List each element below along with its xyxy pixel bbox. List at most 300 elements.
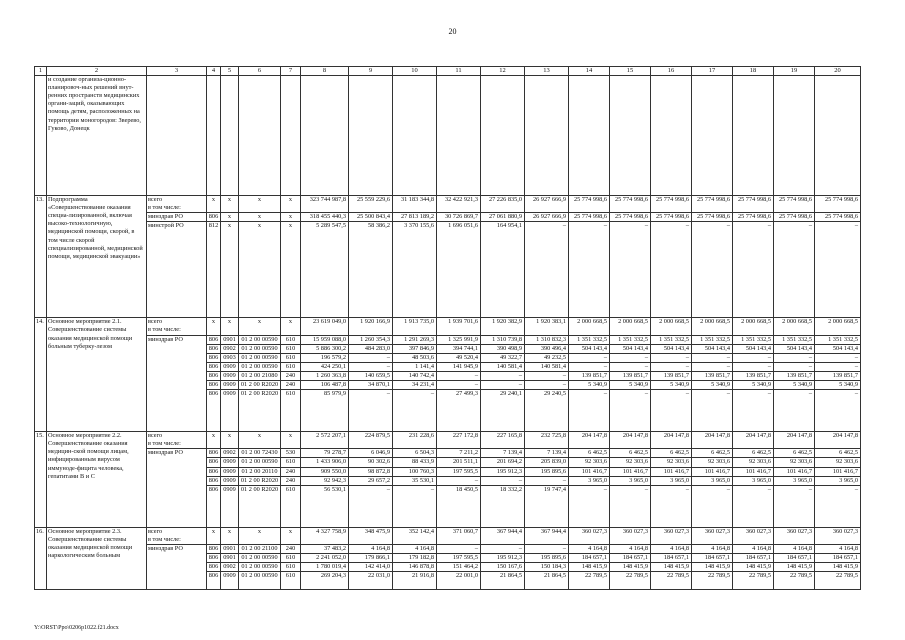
executor-cell: [147, 213, 207, 222]
amount-cell: 484 283,0: [349, 344, 393, 353]
amount-cell: 6 462,5: [692, 449, 733, 458]
amount-cell: 204 147,8: [569, 432, 610, 449]
amount-cell: 92 303,6: [774, 458, 815, 467]
executor-cell: [147, 432, 207, 449]
amount-cell: 360 027,3: [815, 527, 861, 544]
amount-cell: –: [692, 390, 733, 432]
amount-cell: 98 872,8: [349, 467, 393, 476]
table-row: [35, 449, 861, 458]
amount-cell: 58 386,2: [349, 222, 393, 318]
column-header-17: 17: [692, 67, 733, 76]
amount-cell: –: [651, 485, 692, 527]
amount-cell: 390 498,9: [481, 344, 525, 353]
amount-cell: 21 916,8: [393, 572, 437, 590]
amount-cell: 1 920 382,9: [481, 318, 525, 335]
code-cell-c: 01 2 00 72430: [239, 449, 281, 458]
amount-cell: 2 000 668,5: [692, 318, 733, 335]
amount-cell: 6 462,5: [815, 449, 861, 458]
amount-cell: 25 500 843,4: [349, 213, 393, 222]
amount-cell: 6 504,3: [393, 449, 437, 458]
code-cell-r: x: [221, 527, 239, 544]
amount-cell: 3 965,0: [692, 476, 733, 485]
amount-cell: 184 657,1: [774, 553, 815, 562]
amount-cell: 1 696 051,6: [437, 222, 481, 318]
amount-cell: 6 462,5: [569, 449, 610, 458]
amount-cell: 204 147,8: [692, 432, 733, 449]
table-row: [35, 344, 861, 353]
code-cell-r: 0909: [221, 371, 239, 380]
amount-cell: 92 303,6: [651, 458, 692, 467]
amount-cell: 4 327 758,9: [301, 527, 349, 544]
code-cell-g: 806: [207, 381, 221, 390]
amount-cell: –: [815, 353, 861, 362]
amount-cell: 25 774 998,6: [815, 196, 861, 213]
code-cell-r: 0902: [221, 344, 239, 353]
amount-cell: 4 164,8: [651, 544, 692, 553]
amount-cell: 25 774 998,6: [651, 213, 692, 222]
amount-cell: 4 164,8: [733, 544, 774, 553]
amount-cell: 25 774 998,6: [692, 213, 733, 222]
table-row: [35, 563, 861, 572]
table-row: [35, 335, 861, 344]
amount-cell: 21 864,5: [481, 572, 525, 590]
amount-cell: 504 143,4: [692, 344, 733, 353]
column-header-8: 8: [301, 67, 349, 76]
amount-cell: 56 530,1: [301, 485, 349, 527]
amount-cell: 5 340,9: [569, 381, 610, 390]
program-name-cell: и создание организа-ционно-планировоч-ных решений внут-ренних пространств медицинских органи-заций, оказывающих помощь детям, расположенных на территории моногородов: Зверево, Гуково, Донецк: [47, 76, 147, 196]
code-cell-g: 806: [207, 344, 221, 353]
amount-cell: 360 027,3: [774, 527, 815, 544]
amount-cell: 21 864,5: [525, 572, 569, 590]
executor-cell: [147, 318, 207, 335]
amount-cell: 2 000 668,5: [569, 318, 610, 335]
amount-cell: 148 415,9: [651, 563, 692, 572]
amount-cell: –: [349, 390, 393, 432]
amount-cell: 3 965,0: [774, 476, 815, 485]
amount-cell: 204 147,8: [651, 432, 692, 449]
code-cell-c: 01 2 00 00590: [239, 335, 281, 344]
amount-cell: 360 027,3: [610, 527, 651, 544]
executor-sublabel: в том числе:: [148, 204, 181, 212]
amount-cell: –: [525, 476, 569, 485]
code-cell-v: 610: [281, 353, 301, 362]
amount-cell: 1 325 991,9: [437, 335, 481, 344]
amount-cell: 23 619 049,0: [301, 318, 349, 335]
row-number-cell: 14.: [35, 318, 47, 432]
code-cell-c: x: [239, 318, 281, 335]
amount-cell: 101 416,7: [569, 467, 610, 476]
amount-cell: 6 046,9: [349, 449, 393, 458]
amount-cell: 18 332,2: [481, 485, 525, 527]
amount-cell: 92 303,6: [692, 458, 733, 467]
amount-cell: 151 464,2: [437, 563, 481, 572]
table-row: [35, 553, 861, 562]
amount-cell: 3 965,0: [733, 476, 774, 485]
amount-cell: 5 340,9: [733, 381, 774, 390]
amount-cell: 6 462,5: [733, 449, 774, 458]
table-header-row: [35, 67, 861, 76]
amount-cell: 390 496,4: [525, 344, 569, 353]
column-header-4: 4: [207, 67, 221, 76]
table-row: [35, 196, 861, 213]
amount-cell: –: [733, 222, 774, 318]
amount-cell: 148 415,9: [569, 563, 610, 572]
amount-cell: 227 165,8: [481, 432, 525, 449]
amount-cell: –: [525, 371, 569, 380]
amount-cell: 141 945,9: [437, 362, 481, 371]
amount-cell: 197 595,5: [437, 467, 481, 476]
amount-cell: 35 530,1: [393, 476, 437, 485]
amount-cell: 3 965,0: [610, 476, 651, 485]
amount-cell: –: [569, 485, 610, 527]
code-cell-r: x: [221, 213, 239, 222]
code-cell-c: 01 2 00 20110: [239, 467, 281, 476]
code-cell-c: 01 2 00 R2020: [239, 485, 281, 527]
amount-cell: 204 147,8: [815, 432, 861, 449]
executor-cell: [147, 544, 207, 553]
table-row: [35, 467, 861, 476]
amount-cell: 1 920 166,9: [349, 318, 393, 335]
amount-cell: 504 143,4: [815, 344, 861, 353]
column-header-5: 5: [221, 67, 239, 76]
amount-cell: 1 260 363,8: [301, 371, 349, 380]
code-cell-v: x: [281, 196, 301, 213]
amount-cell: 504 143,4: [733, 344, 774, 353]
amount-cell: –: [525, 544, 569, 553]
amount-cell: 140 742,4: [393, 371, 437, 380]
code-cell-r: 0909: [221, 467, 239, 476]
executor-cell: [147, 476, 207, 485]
amount-cell: 79 278,7: [301, 449, 349, 458]
code-cell-g: 806: [207, 371, 221, 380]
executor-cell: [147, 458, 207, 467]
amount-cell: 1 939 701,6: [437, 318, 481, 335]
amount-cell: –: [774, 353, 815, 362]
executor-label: минздрав РО: [148, 335, 183, 343]
amount-cell: 352 142,4: [393, 527, 437, 544]
table-row: [35, 527, 861, 544]
column-header-1: 1: [35, 67, 47, 76]
code-cell-v: 610: [281, 563, 301, 572]
amount-cell: 27 499,3: [437, 390, 481, 432]
executor-label: минстрой РО: [148, 222, 184, 230]
amount-cell: 49 322,7: [481, 353, 525, 362]
code-cell-r: x: [221, 432, 239, 449]
carry-over-row: [35, 76, 861, 196]
amount-cell: 1 351 332,5: [733, 335, 774, 344]
code-cell-c: 01 2 00 00590: [239, 572, 281, 590]
amount-cell: 18 450,5: [437, 485, 481, 527]
code-cell-c: 01 2 00 R2020: [239, 390, 281, 432]
table-row: [35, 362, 861, 371]
amount-cell: 196 579,2: [301, 353, 349, 362]
executor-cell: [147, 344, 207, 353]
code-cell-c: x: [239, 213, 281, 222]
column-header-14: 14: [569, 67, 610, 76]
amount-cell: 1 351 332,5: [651, 335, 692, 344]
code-cell-g: 806: [207, 467, 221, 476]
code-cell-r: 0901: [221, 335, 239, 344]
amount-cell: –: [651, 353, 692, 362]
table-row: [35, 432, 861, 449]
amount-cell: 232 725,8: [525, 432, 569, 449]
amount-cell: 2 000 668,5: [815, 318, 861, 335]
amount-cell: 7 211,2: [437, 449, 481, 458]
amount-cell: 179 866,1: [349, 553, 393, 562]
amount-cell: –: [651, 390, 692, 432]
code-cell-g: x: [207, 432, 221, 449]
amount-cell: 224 879,5: [349, 432, 393, 449]
amount-cell: 1 260 354,3: [349, 335, 393, 344]
amount-cell: 269 204,3: [301, 572, 349, 590]
table-row: [35, 318, 861, 335]
amount-cell: 6 462,5: [610, 449, 651, 458]
amount-cell: 101 416,7: [651, 467, 692, 476]
table-row: [35, 353, 861, 362]
column-header-13: 13: [525, 67, 569, 76]
code-cell-c: x: [239, 196, 281, 213]
amount-cell: 201 511,1: [437, 458, 481, 467]
code-cell-v: 610: [281, 390, 301, 432]
amount-cell: 37 483,2: [301, 544, 349, 553]
column-header-12: 12: [481, 67, 525, 76]
amount-cell: 25 774 998,6: [774, 213, 815, 222]
amount-cell: 22 789,5: [569, 572, 610, 590]
column-header-3: 3: [147, 67, 207, 76]
amount-cell: 1 920 383,1: [525, 318, 569, 335]
amount-cell: 231 228,6: [393, 432, 437, 449]
amount-cell: 25 774 998,6: [692, 196, 733, 213]
code-cell-g: 806: [207, 458, 221, 467]
amount-cell: 49 232,5: [525, 353, 569, 362]
code-cell-g: 806: [207, 553, 221, 562]
amount-cell: 195 912,3: [481, 553, 525, 562]
amount-cell: 25 774 998,6: [774, 196, 815, 213]
executor-cell: [147, 467, 207, 476]
amount-cell: 367 944,4: [525, 527, 569, 544]
amount-cell: 2 000 668,5: [651, 318, 692, 335]
amount-cell: –: [481, 381, 525, 390]
column-header-9: 9: [349, 67, 393, 76]
amount-cell: 204 147,8: [733, 432, 774, 449]
amount-cell: –: [525, 222, 569, 318]
amount-cell: 140 581,4: [525, 362, 569, 371]
amount-cell: –: [815, 362, 861, 371]
amount-cell: 101 416,7: [692, 467, 733, 476]
code-cell-g: 806: [207, 353, 221, 362]
amount-cell: –: [610, 222, 651, 318]
amount-cell: 3 965,0: [815, 476, 861, 485]
amount-cell: 195 895,6: [525, 467, 569, 476]
amount-cell: 150 184,3: [525, 563, 569, 572]
amount-cell: –: [569, 362, 610, 371]
table-row: [35, 458, 861, 467]
amount-cell: 101 416,7: [774, 467, 815, 476]
amount-cell: 1 351 332,5: [692, 335, 733, 344]
executor-cell: [147, 371, 207, 380]
code-cell-r: 0909: [221, 476, 239, 485]
amount-cell: 34 231,4: [393, 381, 437, 390]
page-number: 20: [448, 27, 457, 36]
code-cell-c: 01 2 00 00590: [239, 362, 281, 371]
code-cell-r: 0901: [221, 553, 239, 562]
amount-cell: 90 302,6: [349, 458, 393, 467]
code-cell-v: 610: [281, 485, 301, 527]
amount-cell: –: [610, 362, 651, 371]
amount-cell: 195 895,6: [525, 553, 569, 562]
amount-cell: 2 000 668,5: [774, 318, 815, 335]
amount-cell: –: [733, 353, 774, 362]
amount-cell: 1 351 332,5: [774, 335, 815, 344]
executor-label: всего: [148, 432, 163, 440]
code-cell-r: 0902: [221, 563, 239, 572]
code-cell-v: x: [281, 222, 301, 318]
amount-cell: 25 774 998,6: [610, 213, 651, 222]
code-cell-c: 01 2 00 00590: [239, 563, 281, 572]
amount-cell: 1 141,4: [393, 362, 437, 371]
amount-cell: 22 789,5: [692, 572, 733, 590]
amount-cell: 2 572 207,1: [301, 432, 349, 449]
code-cell-v: x: [281, 432, 301, 449]
amount-cell: 148 415,9: [774, 563, 815, 572]
amount-cell: 30 726 869,7: [437, 213, 481, 222]
amount-cell: –: [569, 222, 610, 318]
executor-cell: [147, 353, 207, 362]
column-header-18: 18: [733, 67, 774, 76]
amount-cell: 360 027,3: [733, 527, 774, 544]
amount-cell: 22 789,5: [610, 572, 651, 590]
code-cell-v: 610: [281, 458, 301, 467]
executor-label: всего: [148, 318, 163, 326]
amount-cell: 106 487,8: [301, 381, 349, 390]
amount-cell: 27 226 835,0: [481, 196, 525, 213]
amount-cell: –: [610, 485, 651, 527]
code-cell-g: x: [207, 196, 221, 213]
code-cell-g: 806: [207, 335, 221, 344]
amount-cell: –: [349, 485, 393, 527]
amount-cell: –: [525, 381, 569, 390]
amount-cell: 139 851,7: [692, 371, 733, 380]
amount-cell: 164 954,1: [481, 222, 525, 318]
code-cell-g: 806: [207, 213, 221, 222]
amount-cell: 2 241 052,0: [301, 553, 349, 562]
amount-cell: 3 965,0: [651, 476, 692, 485]
amount-cell: 148 415,9: [815, 563, 861, 572]
amount-cell: –: [692, 222, 733, 318]
amount-cell: 139 851,7: [651, 371, 692, 380]
amount-cell: 139 851,7: [610, 371, 651, 380]
amount-cell: 2 000 668,5: [733, 318, 774, 335]
amount-cell: 22 789,5: [774, 572, 815, 590]
amount-cell: 27 813 189,2: [393, 213, 437, 222]
table-row: [35, 381, 861, 390]
amount-cell: 150 167,6: [481, 563, 525, 572]
amount-cell: 92 942,3: [301, 476, 349, 485]
code-cell-v: 610: [281, 335, 301, 344]
amount-cell: –: [393, 390, 437, 432]
amount-cell: 5 340,9: [651, 381, 692, 390]
code-cell-g: 806: [207, 572, 221, 590]
amount-cell: 49 520,4: [437, 353, 481, 362]
amount-cell: 1 433 906,0: [301, 458, 349, 467]
amount-cell: –: [437, 476, 481, 485]
row-number-cell: 16.: [35, 527, 47, 589]
amount-cell: 5 886 300,2: [301, 344, 349, 353]
amount-cell: –: [774, 362, 815, 371]
amount-cell: 1 780 019,4: [301, 563, 349, 572]
amount-cell: 48 503,6: [393, 353, 437, 362]
code-cell-r: x: [221, 222, 239, 318]
amount-cell: –: [692, 362, 733, 371]
amount-cell: 25 774 998,6: [651, 196, 692, 213]
column-header-20: 20: [815, 67, 861, 76]
amount-cell: 25 774 998,6: [733, 196, 774, 213]
amount-cell: 504 143,4: [651, 344, 692, 353]
table-row: [35, 390, 861, 432]
code-cell-g: 806: [207, 563, 221, 572]
amount-cell: –: [437, 371, 481, 380]
code-cell-g: 812: [207, 222, 221, 318]
amount-cell: 1 351 332,5: [569, 335, 610, 344]
amount-cell: 371 060,7: [437, 527, 481, 544]
amount-cell: –: [651, 362, 692, 371]
code-cell-v: 240: [281, 371, 301, 380]
code-cell-v: 240: [281, 544, 301, 553]
amount-cell: 184 657,1: [651, 553, 692, 562]
code-cell-v: x: [281, 318, 301, 335]
amount-cell: 184 657,1: [569, 553, 610, 562]
amount-cell: 3 370 155,6: [393, 222, 437, 318]
amount-cell: 100 760,3: [393, 467, 437, 476]
amount-cell: 4 164,8: [349, 544, 393, 553]
code-cell-g: 806: [207, 476, 221, 485]
executor-cell: [147, 76, 207, 196]
amount-cell: 5 340,9: [610, 381, 651, 390]
amount-cell: –: [774, 485, 815, 527]
amount-cell: 5 340,9: [815, 381, 861, 390]
amount-cell: 4 164,8: [774, 544, 815, 553]
amount-cell: –: [651, 222, 692, 318]
executor-cell: [147, 553, 207, 562]
executor-sublabel: в том числе:: [148, 440, 181, 448]
amount-cell: 360 027,3: [569, 527, 610, 544]
amount-cell: 184 657,1: [610, 553, 651, 562]
footer-file-path: Y:\ORST\Ppo\0206p1022.f21.docx: [34, 625, 119, 631]
code-cell-v: 240: [281, 381, 301, 390]
executor-label: всего: [148, 527, 163, 535]
code-cell-v: 610: [281, 553, 301, 562]
amount-cell: 4 164,8: [692, 544, 733, 553]
amount-cell: 29 240,5: [525, 390, 569, 432]
amount-cell: 146 878,8: [393, 563, 437, 572]
amount-cell: 22 789,5: [651, 572, 692, 590]
amount-cell: 397 846,9: [393, 344, 437, 353]
amount-cell: 1 351 332,5: [610, 335, 651, 344]
amount-cell: 360 027,3: [651, 527, 692, 544]
code-cell-c: 01 2 00 R2020: [239, 381, 281, 390]
column-header-7: 7: [281, 67, 301, 76]
column-header-6: 6: [239, 67, 281, 76]
amount-cell: 85 979,9: [301, 390, 349, 432]
amount-cell: 367 944,4: [481, 527, 525, 544]
executor-cell: [147, 527, 207, 544]
amount-cell: –: [437, 544, 481, 553]
executor-cell: [147, 390, 207, 432]
amount-cell: 1 351 332,5: [815, 335, 861, 344]
amount-cell: 4 164,8: [610, 544, 651, 553]
executor-cell: [147, 449, 207, 458]
